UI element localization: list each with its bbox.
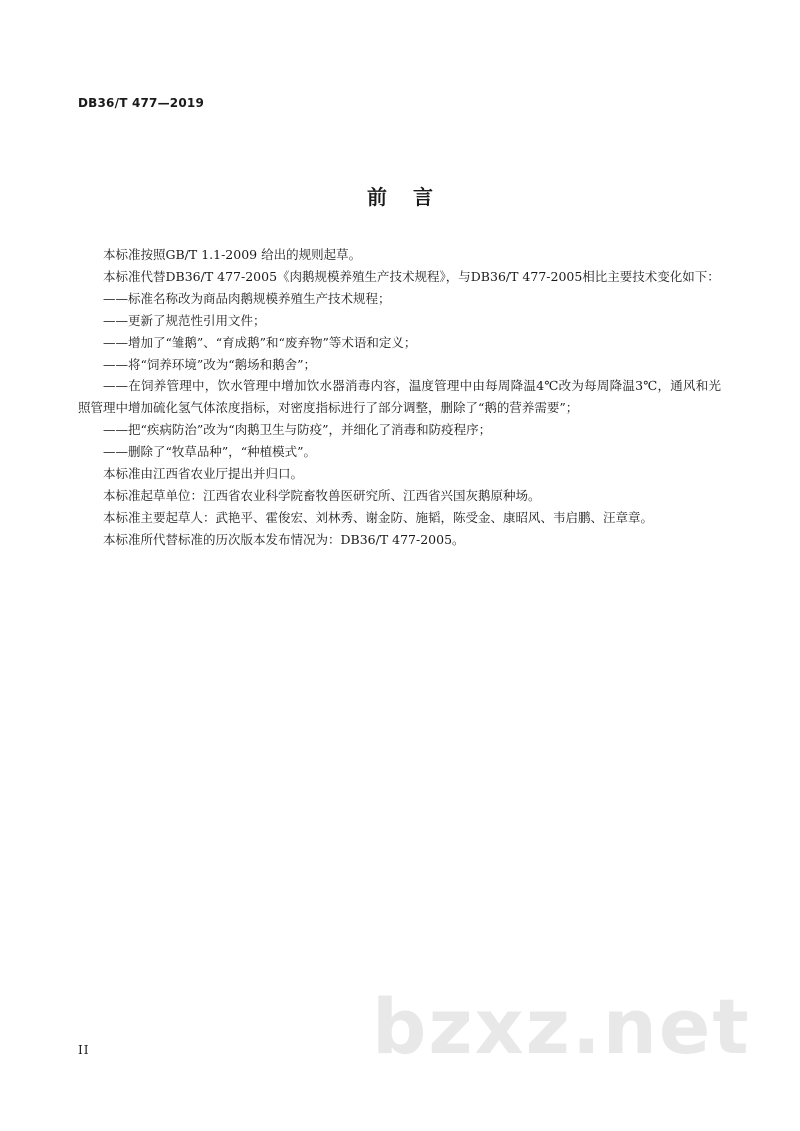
foreword-body [78,244,721,551]
change-item: ——增加了“雏鹅”、“育成鹅”和“废弃物”等术语和定义； [103,334,417,350]
page-number: II [78,1043,90,1057]
change-item: ——更新了规范性引用文件； [103,312,266,328]
change-item: ——把“疾病防治”改为“肉鹅卫生与防疫”，并细化了消毒和防疫程序； [103,422,492,438]
section-title: 前言 [367,185,459,209]
document-code: DB36/T 477—2019 [78,96,204,110]
watermark: bzxz.net [372,982,751,1071]
paragraph: 本标准主要起草人：武艳平、霍俊宏、刘林秀、谢金防、施韬，陈受金、康昭风、韦启鹏、汪章章。 [103,509,654,525]
paragraph: 本标准按照GB/T 1.1-2009 给出的规则起草。 [103,247,362,262]
change-item: ——删除了“牧草品种”，“种植模式”。 [103,444,317,460]
change-item: ——将“饲养环境”改为“鹅场和鹅舍”； [103,356,317,372]
change-item: ——在饲养管理中，饮水管理中增加饮水器消毒内容，温度管理中由每周降温4℃改为每周降温3℃，通风和光照管理中增加硫化氢气体浓度指标，对密度指标进行了部分调整，删除了“鹅的营养需要”； [78,378,721,416]
paragraph: 本标准由江西省农业厅提出并归口。 [103,466,304,482]
paragraph: 本标准起草单位：江西省农业科学院畜牧兽医研究所、江西省兴国灰鹅原种场。 [103,487,541,503]
change-item: ——标准名称改为商品肉鹅规模养殖生产技术规程； [103,290,391,306]
paragraph: 本标准代替DB36/T 477-2005《肉鹅规模养殖生产技术规程》，与DB36/T 477-2005相比主要技术变化如下： [103,268,720,284]
paragraph: 本标准所代替标准的历次版本发布情况为：DB36/T 477-2005。 [103,531,465,547]
